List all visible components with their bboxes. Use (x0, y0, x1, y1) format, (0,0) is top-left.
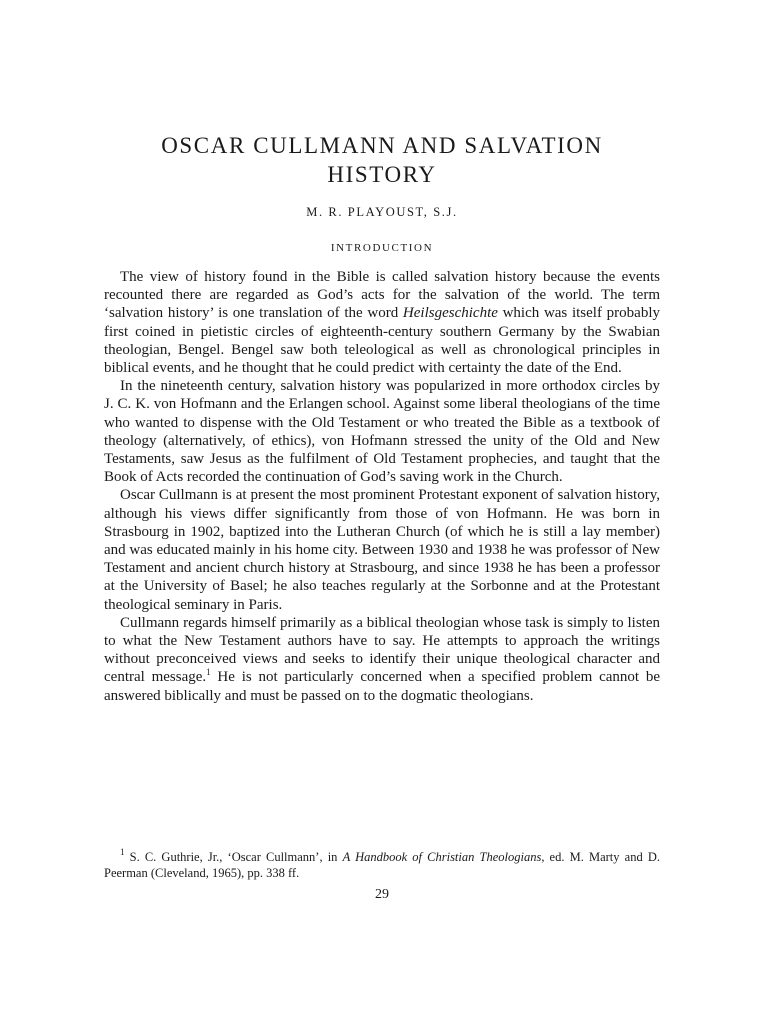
author-byline: M. R. PLAYOUST, S.J. (306, 205, 458, 219)
page-number: 29 (375, 887, 389, 902)
footnote-italic-title: A Handbook of Christian Theologians (342, 850, 542, 864)
section-heading: INTRODUCTION (330, 242, 434, 254)
article-title: OSCAR CULLMANN AND SALVATION HISTORY (161, 133, 603, 187)
paragraph-1 (104, 268, 660, 377)
paragraph-4-text-end: He is not particularly concerned when a specified problem cannot be answered biblically and must be passed on to the dogmatic theologians. (104, 669, 661, 704)
footnote-text-end: , ed. M. Marty and D. Peerman (Cleveland, 1965), pp. 338 ff. (104, 850, 660, 880)
paragraph-3: Oscar Cullmann is at present the most prominent Protestant exponent of salvation history, although his views differ significantly from those of von Hofmann. He was born in Strasbourg in 1902, baptized into the Lutheran Church (of which he is still a lay member) and was educated mainly in his home city. Between 1930 and 1938 he was professor of New Testament and ancient church history at Strasbourg, and since 1938 he has been a professor at the University of Basel; he also teaches regularly at the Sorbonne and at the Protestant theological seminary in Paris. (104, 487, 660, 613)
footnote-marker: 1 (120, 847, 125, 857)
paragraph-1-italic-term: Heilsgeschichte (402, 305, 498, 322)
paragraph-2: In the nineteenth century, salvation history was popularized in more orthodox circles by J. C. K. von Hofmann and the Erlangen school. Against some liberal theologians of the time who wanted to dispense with the Old Testament or who treated the Bible as a textbook of theology (alternatively, of ethics), von Hofmann stressed the unity of the Old and New Testaments, saw Jesus as the fulfilment of Old Testament prophecies, and taught that the Book of Acts recorded the continuation of God’s saving work in the Church. (104, 378, 660, 486)
paragraph-1-text-end: which was itself probably first coined in pietistic circles of eighteenth-century southern Germany by the Swabian theologian, Bengel. Bengel saw both teleological as well as chronological principles in biblical events, and he thought that he could predict with certainty the date of the End. (104, 305, 660, 377)
footnote-text-start: S. C. Guthrie, Jr., ‘Oscar Cullmann’, in (124, 850, 343, 864)
paragraph-4 (104, 614, 660, 705)
footnote (104, 849, 660, 881)
paragraph-4-text-start: Cullmann regards himself primarily as a biblical theologian whose task is simply to listen to what the New Testament authors have to say. He attempts to approach the writings without preconceived views and seeks to identify their unique theological character and central message. (104, 614, 660, 686)
paragraph-1-text-start: The view of history found in the Bible is called salvation history because the events recounted there are regarded as God’s acts for the salvation of the world. The term ‘salvation history’ is one translation of the word (104, 269, 660, 322)
body-text (104, 268, 660, 705)
footnote-reference: 1 (206, 667, 211, 678)
